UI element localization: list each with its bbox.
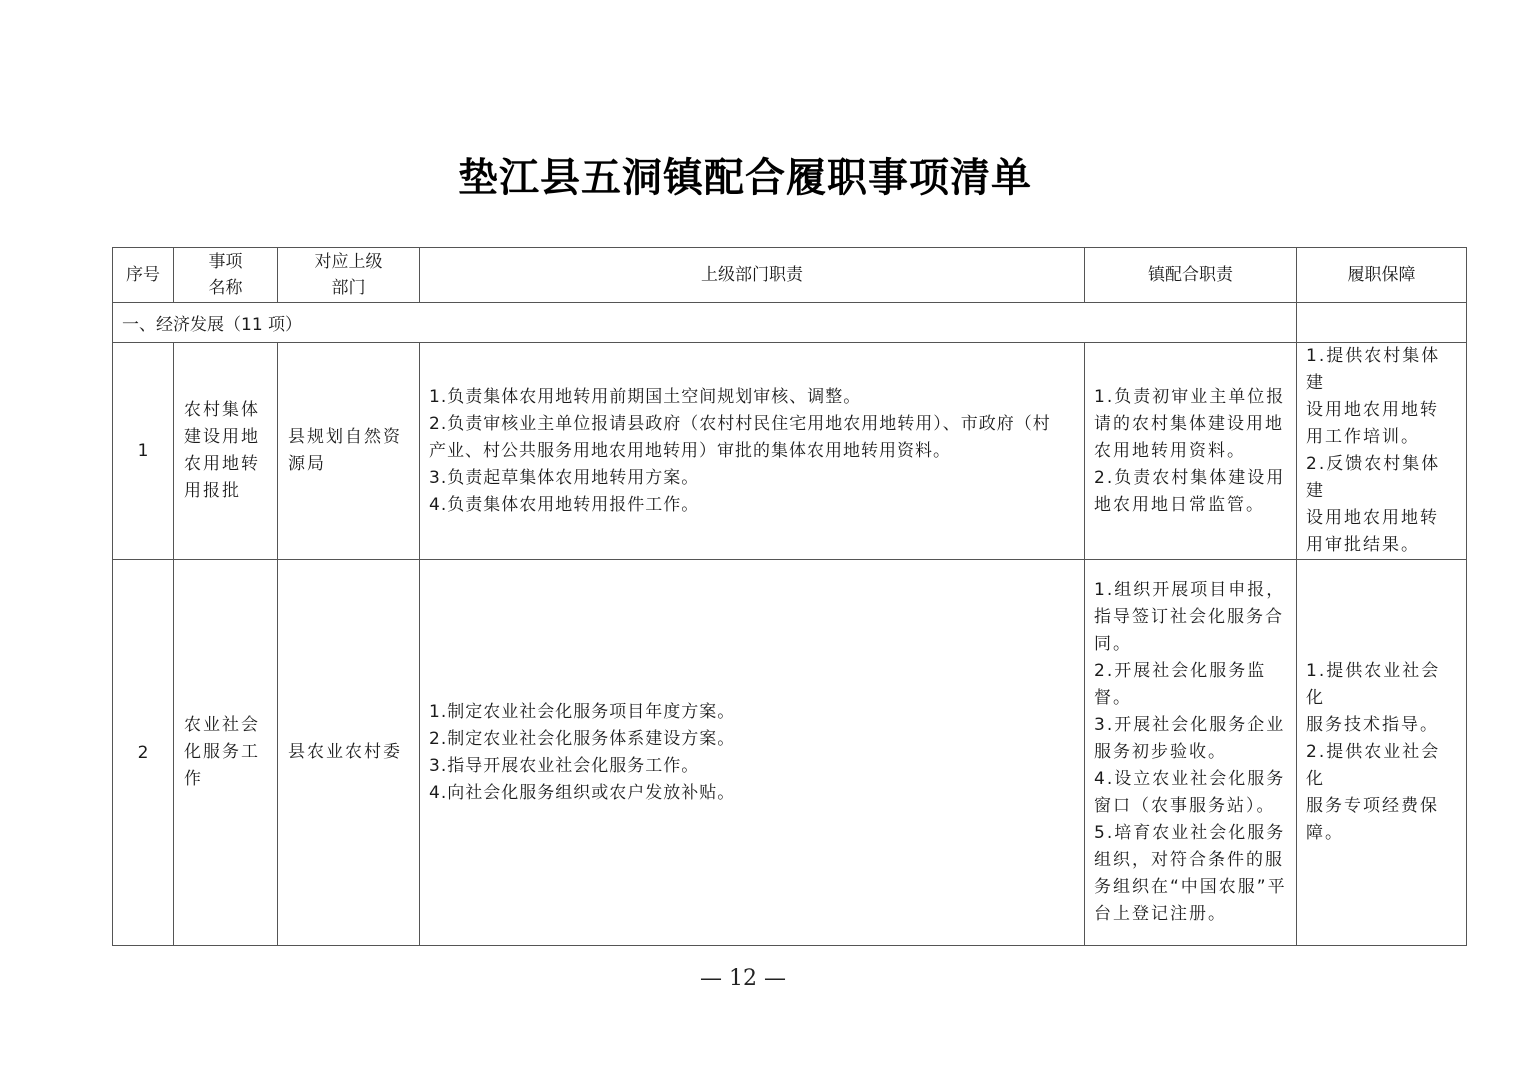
- cell-line: 障。: [1306, 823, 1344, 843]
- cell-line: 1.负责集体农用地转用前期国土空间规划审核、调整。: [429, 386, 862, 407]
- cell-line: 源局: [288, 454, 326, 474]
- cell-line: 设用地农用地转: [1306, 508, 1439, 528]
- row-upper-duty: [420, 560, 1085, 946]
- table-row: [113, 343, 1467, 560]
- row-dept: [278, 560, 420, 946]
- cell-line: 1.提供农村集体建: [1306, 346, 1441, 393]
- cell-line: 指导签订社会化服务合: [1094, 607, 1284, 627]
- cell-line: 5.培育农业社会化服务: [1094, 823, 1286, 843]
- cell-line: 县农业农村委: [288, 742, 402, 762]
- cell-line: 产业、村公共服务用地农用地转用）审批的集体农用地转用资料。: [429, 440, 951, 461]
- cell-line: 督。: [1094, 688, 1132, 708]
- cell-line: 2.反馈农村集体建: [1306, 454, 1441, 501]
- cell-line: 2.负责审核业主单位报请县政府（农村村民住宅用地农用地转用）、市政府（村: [429, 413, 1051, 434]
- section-title: 一、经济发展（11 项）: [113, 303, 1297, 343]
- cell-line: 农用地转用资料。: [1094, 440, 1246, 461]
- row-guarantee: [1297, 560, 1467, 946]
- row-item-name: [174, 560, 278, 946]
- cell-line: 1.制定农业社会化服务项目年度方案。: [429, 701, 736, 722]
- row-item-name: [174, 343, 278, 560]
- cell-line: 3.指导开展农业社会化服务工作。: [429, 755, 700, 776]
- page-number: — 12 —: [700, 966, 786, 991]
- cell-line: 3.开展社会化服务企业: [1094, 715, 1286, 735]
- row-seq: 1: [113, 343, 174, 560]
- cell-line: 服务技术指导。: [1306, 715, 1439, 735]
- duty-table: [112, 247, 1467, 946]
- header-guarantee: 履职保障: [1297, 248, 1467, 303]
- cell-line: 化服务工: [184, 742, 260, 762]
- row-seq: 2: [113, 560, 174, 946]
- cell-line: 1.提供农业社会化: [1306, 661, 1441, 708]
- cell-line: 4.向社会化服务组织或农户发放补贴。: [429, 782, 736, 803]
- row-upper-duty: [420, 343, 1085, 560]
- cell-line: 请的农村集体建设用地: [1094, 413, 1284, 434]
- cell-line: 组织，对符合条件的服: [1094, 850, 1284, 870]
- header-upper-duty: 上级部门职责: [420, 248, 1085, 303]
- cell-line: 用工作培训。: [1306, 427, 1420, 447]
- header-item-name: 事项 名称: [174, 248, 278, 303]
- cell-line: 台上登记注册。: [1094, 904, 1227, 924]
- cell-line: 2.制定农业社会化服务体系建设方案。: [429, 728, 736, 749]
- cell-line: 务组织在“中国农服”平: [1094, 877, 1287, 897]
- cell-line: 4.设立农业社会化服务: [1094, 769, 1286, 789]
- cell-line: 1.负责初审业主单位报: [1094, 386, 1286, 407]
- cell-line: 农业社会: [184, 715, 260, 735]
- cell-line: 农村集体: [184, 400, 260, 420]
- cell-line: 农用地转: [184, 454, 260, 474]
- cell-line: 服务初步验收。: [1094, 742, 1227, 762]
- cell-line: 县规划自然资: [288, 427, 402, 447]
- document-title: 垫江县五洞镇配合履职事项清单: [458, 154, 1032, 201]
- cell-line: 地农用地日常监管。: [1094, 494, 1265, 515]
- cell-line: 设用地农用地转: [1306, 400, 1439, 420]
- row-dept: [278, 343, 420, 560]
- cell-line: 1.组织开展项目申报，: [1094, 580, 1286, 600]
- header-dept: 对应上级 部门: [278, 248, 420, 303]
- section-empty-cell: [1297, 303, 1467, 343]
- cell-line: 2.开展社会化服务监: [1094, 661, 1267, 681]
- cell-line: 同。: [1094, 634, 1132, 654]
- cell-line: 4.负责集体农用地转用报件工作。: [429, 494, 700, 515]
- cell-line: 用报批: [184, 481, 241, 501]
- cell-line: 3.负责起草集体农用地转用方案。: [429, 467, 700, 488]
- table-row: [113, 560, 1467, 946]
- section-row: [113, 303, 1467, 343]
- cell-line: 服务专项经费保: [1306, 796, 1439, 816]
- table-header-row: [113, 248, 1467, 303]
- header-town-duty: 镇配合职责: [1085, 248, 1297, 303]
- cell-line: 建设用地: [184, 427, 260, 447]
- cell-line: 作: [184, 769, 203, 789]
- header-seq: 序号: [113, 248, 174, 303]
- row-town-duty: [1085, 343, 1297, 560]
- cell-line: 窗口（农事服务站）。: [1094, 796, 1276, 816]
- cell-line: 用审批结果。: [1306, 535, 1420, 555]
- cell-line: 2.提供农业社会化: [1306, 742, 1441, 789]
- row-town-duty: [1085, 560, 1297, 946]
- cell-line: 2.负责农村集体建设用: [1094, 467, 1286, 488]
- row-guarantee: [1297, 343, 1467, 560]
